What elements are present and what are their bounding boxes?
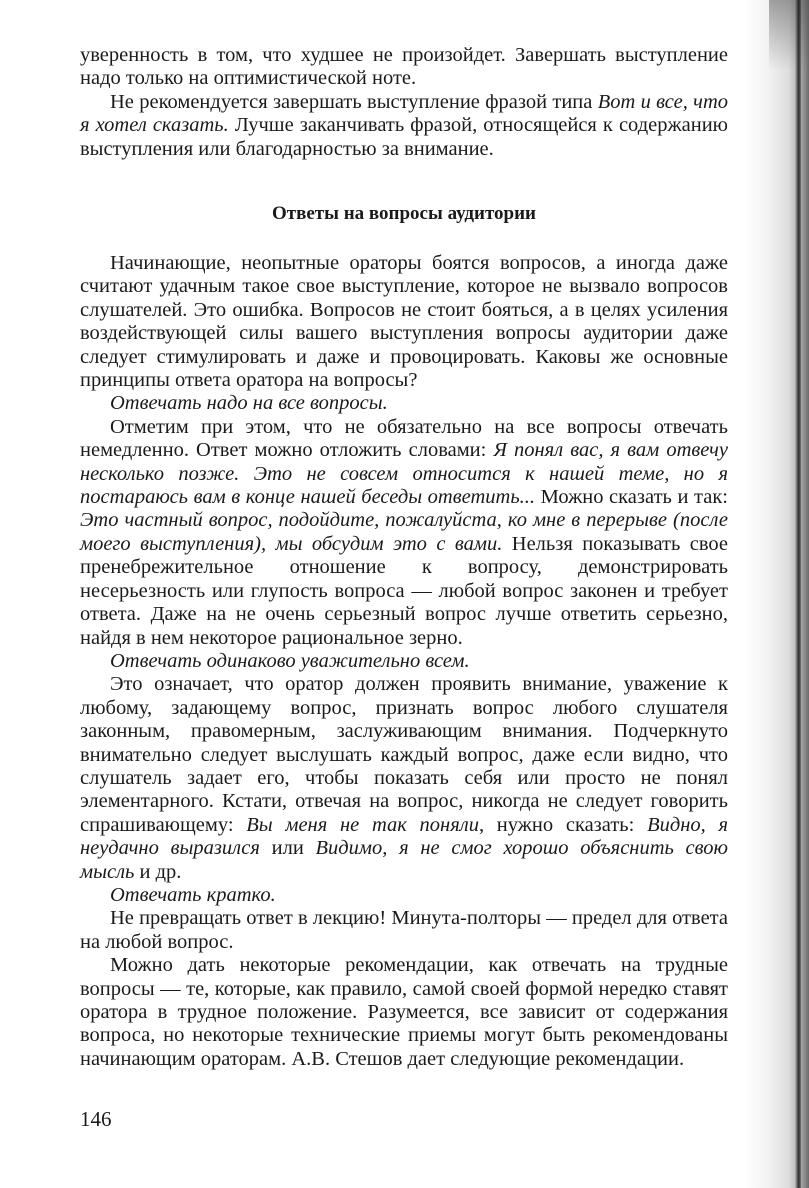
text-run: Лучше заканчивать фразой, относящейся к содержанию выступления или благодарностью за внимание.: [80, 114, 729, 160]
text-run: Не рекомендуется завершать выступление фразой типа: [110, 90, 598, 113]
text-run: , нужно сказать:: [478, 813, 648, 836]
text-run: или: [259, 837, 316, 860]
italic-phrase: Вы меня не так поняли: [246, 813, 479, 836]
paragraph-no-lecture: Не превращать ответ в лекцию! Минута-полторы — предел для ответа на любой вопрос.: [80, 907, 728, 953]
paragraph-respect: [80, 673, 728, 884]
italic-phrase: Я понял вас, я вам отвечу несколько позже. Это не совсем относится к нашей теме, но я постараюсь вам в конце нашей беседы ответить...: [80, 439, 728, 509]
section-heading: Ответы на вопросы аудитории: [271, 203, 537, 224]
paragraph-recommendations: Можно дать некоторые рекомендации, как отвечать на трудные вопросы — те, которые, как правило, самой своей формой нередко ставят оратора в трудное положение. Разумеется, все зависит от содержания вопроса, но некоторые технические приемы могут быть рекомендованы начинающим ораторам. А.В. Стешов дает следующие рекомендации.: [80, 954, 728, 1070]
top-text-block: [80, 44, 728, 161]
paragraph-intro: Начинающие, неопытные ораторы боятся вопросов, а иногда даже считают удачным такое свое выступление, которое не вызвало вопросов слушателей. Это ошибка. Вопросов не стоит бояться, а в целях усиления воздействующей силы вашего выступления вопросы аудитории даже следует стимулировать и даже и провоцировать. Каковы же основные принципы ответа оратора на вопросы?: [80, 252, 728, 392]
text-run: Это означает, что оратор должен проявить внимание, уважение к любому, задающему вопрос, признать вопрос любого слушателя законным, правомерным, заслуживающим внимания. Подчеркнуто внимательно следует выслушать каждый вопрос, даже если видно, что слушатель задает его, чтобы показать себя или просто не понял элементарного. Кстати, отвечая на вопрос, никогда не следует говорить спрашивающему:: [80, 673, 728, 836]
paragraph-ending-advice: [80, 91, 728, 161]
book-spine-shadow: [795, 0, 801, 1188]
text-run: Отметим при этом, что не обязательно на все вопросы отвечать немедленно. Ответ можно отложить словами:: [80, 415, 728, 462]
rule-respect-all: Отвечать одинаково уважительно всем.: [110, 649, 470, 672]
text-run: Нельзя показывать свое пренебрежительное отношение к вопросу, демонстрировать несерьезность или глупость вопроса — любой вопрос законен и требует ответа. Даже на не очень серьезный вопрос лучше ответить серьезно, найдя в нем некоторое рациональное зерно.: [80, 532, 728, 649]
page-shadow-top: [769, 0, 809, 70]
italic-phrase: Это частный вопрос, подойдите, пожалуйста, ко мне в перерыве (после моего выступления), мы обсудим это с вами.: [80, 509, 728, 555]
italic-phrase: Видно, я неудачно выразился: [80, 813, 729, 860]
text-run: и др.: [134, 860, 182, 883]
paragraph-continued: уверенность в том, что худшее не произойдет. Завершать выступление надо только на оптимистической ноте.: [80, 44, 728, 90]
main-text-block: [80, 252, 728, 1071]
italic-phrase: Видимо, я не смог хорошо объяснить свою мысль: [80, 837, 728, 883]
rule-be-brief: Отвечать кратко.: [110, 883, 276, 906]
italic-phrase: Вот и все, что я хотел сказать.: [80, 90, 728, 137]
page-number: 146: [80, 1107, 112, 1131]
rule-answer-all: Отвечать надо на все вопросы.: [110, 392, 388, 415]
text-run: Можно сказать и так:: [535, 486, 728, 509]
paragraph-postpone: [80, 416, 728, 650]
